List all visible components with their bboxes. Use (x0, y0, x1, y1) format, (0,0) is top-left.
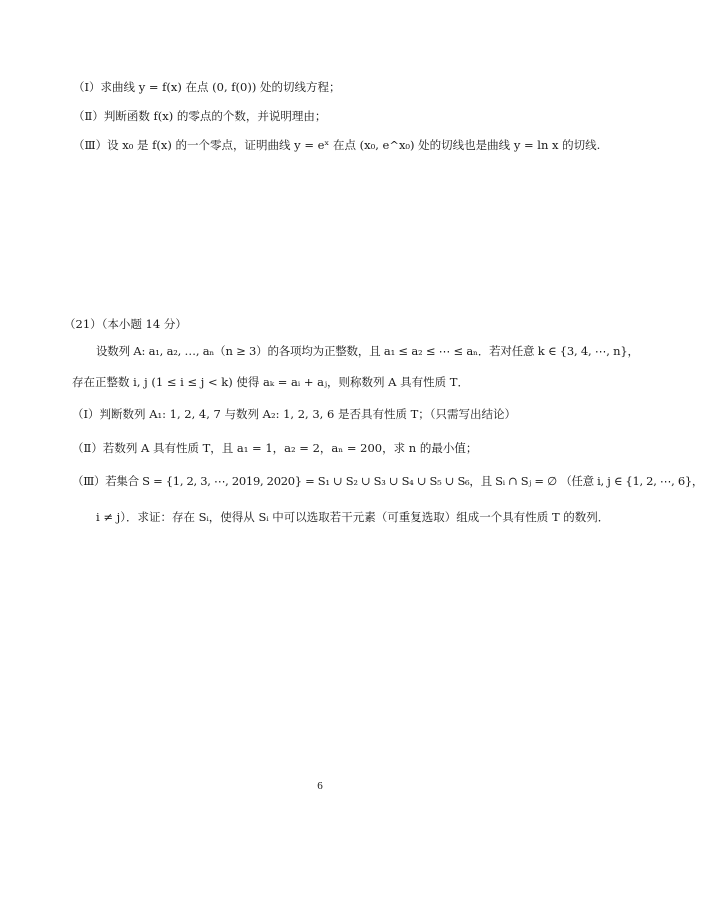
q20-part2-label: （Ⅱ） (73, 109, 104, 123)
q20-part1 (73, 79, 340, 95)
q20-part1-label: （Ⅰ） (73, 80, 101, 94)
q21-part2 (72, 440, 477, 456)
q21-part1 (72, 406, 516, 422)
q21-header: （21）（本小题 14 分） (64, 317, 187, 331)
q20-part3 (73, 137, 600, 153)
q20-part2-text: 判断函数 f(x) 的零点的个数，并说明理由； (103, 109, 327, 123)
q20-part2 (73, 108, 326, 124)
q20-part3-text: 设 x₀ 是 f(x) 的一个零点，证明曲线 y = eˣ 在点 (x₀, e^x₀) 处的切线也是曲线 y = ln x 的切线. (107, 138, 601, 152)
q20-part3-label: （Ⅲ） (73, 138, 108, 152)
q21-part1-text: 判断数列 A₁: 1, 2, 4, 7 与数列 A₂: 1, 2, 3, 6 是否具有性质 T；（只需写出结论） (99, 407, 517, 421)
q21-part3 (72, 473, 703, 489)
page-number: 6 (317, 780, 323, 792)
q21-intro-line1: 设数列 A: a₁, a₂, …, aₙ（n ≥ 3）的各项均为正整数，且 a₁ ≤ a₂ ≤ ⋯ ≤ aₙ．若对任意 k ∈ {3, 4, ⋯, n}， (96, 344, 639, 358)
q20-part1-text: 求曲线 y = f(x) 在点 (0, f(0)) 处的切线方程； (100, 80, 341, 94)
q21-part2-text: 若数列 A 具有性质 T，且 a₁ = 1，a₂ = 2，aₙ = 200，求 n 的最小值； (102, 441, 478, 455)
q21-part2-label: （Ⅱ） (72, 441, 103, 455)
q21-intro-line2: 存在正整数 i, j (1 ≤ i ≤ j < k) 使得 aₖ = aᵢ + aⱼ，则称数列 A 具有性质 T． (72, 375, 469, 389)
q21-part1-label: （Ⅰ） (72, 407, 100, 421)
q21-part3-label: （Ⅲ） (72, 474, 106, 488)
q21-part3-continued: i ≠ j）．求证：存在 Sᵢ，使得从 Sᵢ 中可以选取若干元素（可重复选取）组成一个具有性质 T 的数列． (96, 510, 610, 524)
q21-part3-text: 若集合 S = {1, 2, 3, ⋯, 2019, 2020} = S₁ ∪ S₂ ∪ S₃ ∪ S₄ ∪ S₅ ∪ S₆，且 Sᵢ ∩ Sⱼ = ∅ （任意 i, j ∈ {1, 2, ⋯, 6}， (105, 474, 703, 488)
